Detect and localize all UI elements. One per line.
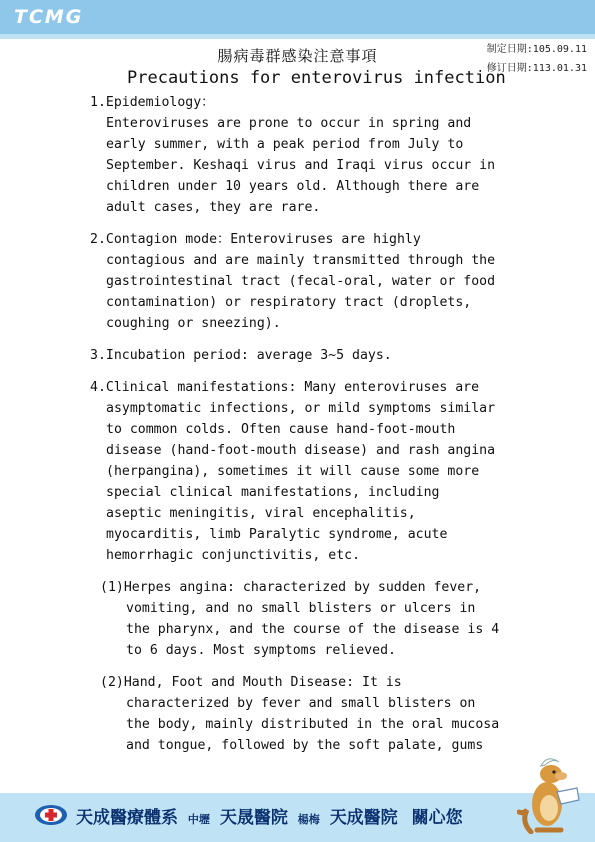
page-title-zh: 腸病毒群感染注意事項 [217,47,378,65]
body-text-line: contagious and are mainly transmitted through the [106,253,496,268]
header-stripe [0,34,595,39]
section-item [90,345,510,366]
body-text-line: characterized by fever and small blisters on [126,696,476,711]
subsection-item [100,577,510,661]
section-heading: 4.Clinical manifestations: Many enteroviruses are [90,380,480,395]
body-text-line: adult cases, they are rare. [106,200,321,215]
page-title-en: Precautions for enterovirus infection [127,68,506,88]
body-text-line: coughing or sneezing). [106,316,281,331]
header-bar [0,0,595,34]
body-text-line: Enteroviruses are prone to occur in spring and [106,116,472,131]
body-text-line: to common colds. Often cause hand-foot-mouth [106,422,456,437]
section-heading: 1.Epidemiology： [90,95,215,110]
section-heading: 2.Contagion mode：Enteroviruses are highly [90,232,421,247]
body-text-line: September. Keshaqi virus and Iraqi virus occur in [106,158,496,173]
document-body [90,92,510,767]
footer-hospital-1: 天晟醫院 [219,808,288,828]
body-text-line: (herpangina), sometimes it will cause some more [106,464,480,479]
section-heading: 3.Incubation period: average 3~5 days. [90,348,392,363]
body-text-line: disease (hand-foot-mouth disease) and rash angina [106,443,496,458]
footer-slogan: 關心您 [411,808,463,828]
body-text-line: the pharynx, and the course of the disease is 4 [126,622,500,637]
body-text-line: the body, mainly distributed in the oral mucosa [126,717,500,732]
body-text-line: gastrointestinal tract (fecal-oral, water or food [106,274,496,289]
body-text-line: early summer, with a peak period from July to [106,137,464,152]
body-text-line: children under 10 years old. Although there are [106,179,480,194]
date-revised: 修订日期:113.01.31 [486,63,587,74]
date-made: 制定日期:105.09.11 [486,44,587,55]
body-text-line: to 6 days. Most symptoms relieved. [126,643,396,658]
body-text-line: asymptomatic infections, or mild symptoms similar [106,401,496,416]
body-text-line: aseptic meningitis, viral encephalitis, [106,506,416,521]
footer-hospital-2: 天成醫院 [329,808,398,828]
brand-logo: TCMG [14,6,84,28]
footer-group: 天成醫療體系 [76,808,178,828]
body-text-line: hemorrhagic conjunctivitis, etc. [106,548,361,563]
hospital-cross-icon [34,803,68,827]
section-item [90,92,510,218]
kangaroo-mascot-icon [517,752,587,834]
body-text-line: and tongue, followed by the soft palate, gums [126,738,484,753]
section-item [90,229,510,334]
footer-location-1: 中壢 [187,813,210,826]
section-item [90,377,510,566]
footer-hospital-line [76,803,463,828]
subsection-item [100,672,510,756]
subsection-heading: (2)Hand, Foot and Mouth Disease: It is [100,675,402,690]
body-text-line: vomiting, and no small blisters or ulcers in [126,601,476,616]
subsection-heading: (1)Herpes angina: characterized by sudden fever, [100,580,482,595]
body-text-line: contamination) or respiratory tract (droplets, [106,295,472,310]
footer-location-2: 楊梅 [297,813,320,826]
body-text-line: myocarditis, limb Paralytic syndrome, acute [106,527,448,542]
body-text-line: special clinical manifestations, including [106,485,440,500]
